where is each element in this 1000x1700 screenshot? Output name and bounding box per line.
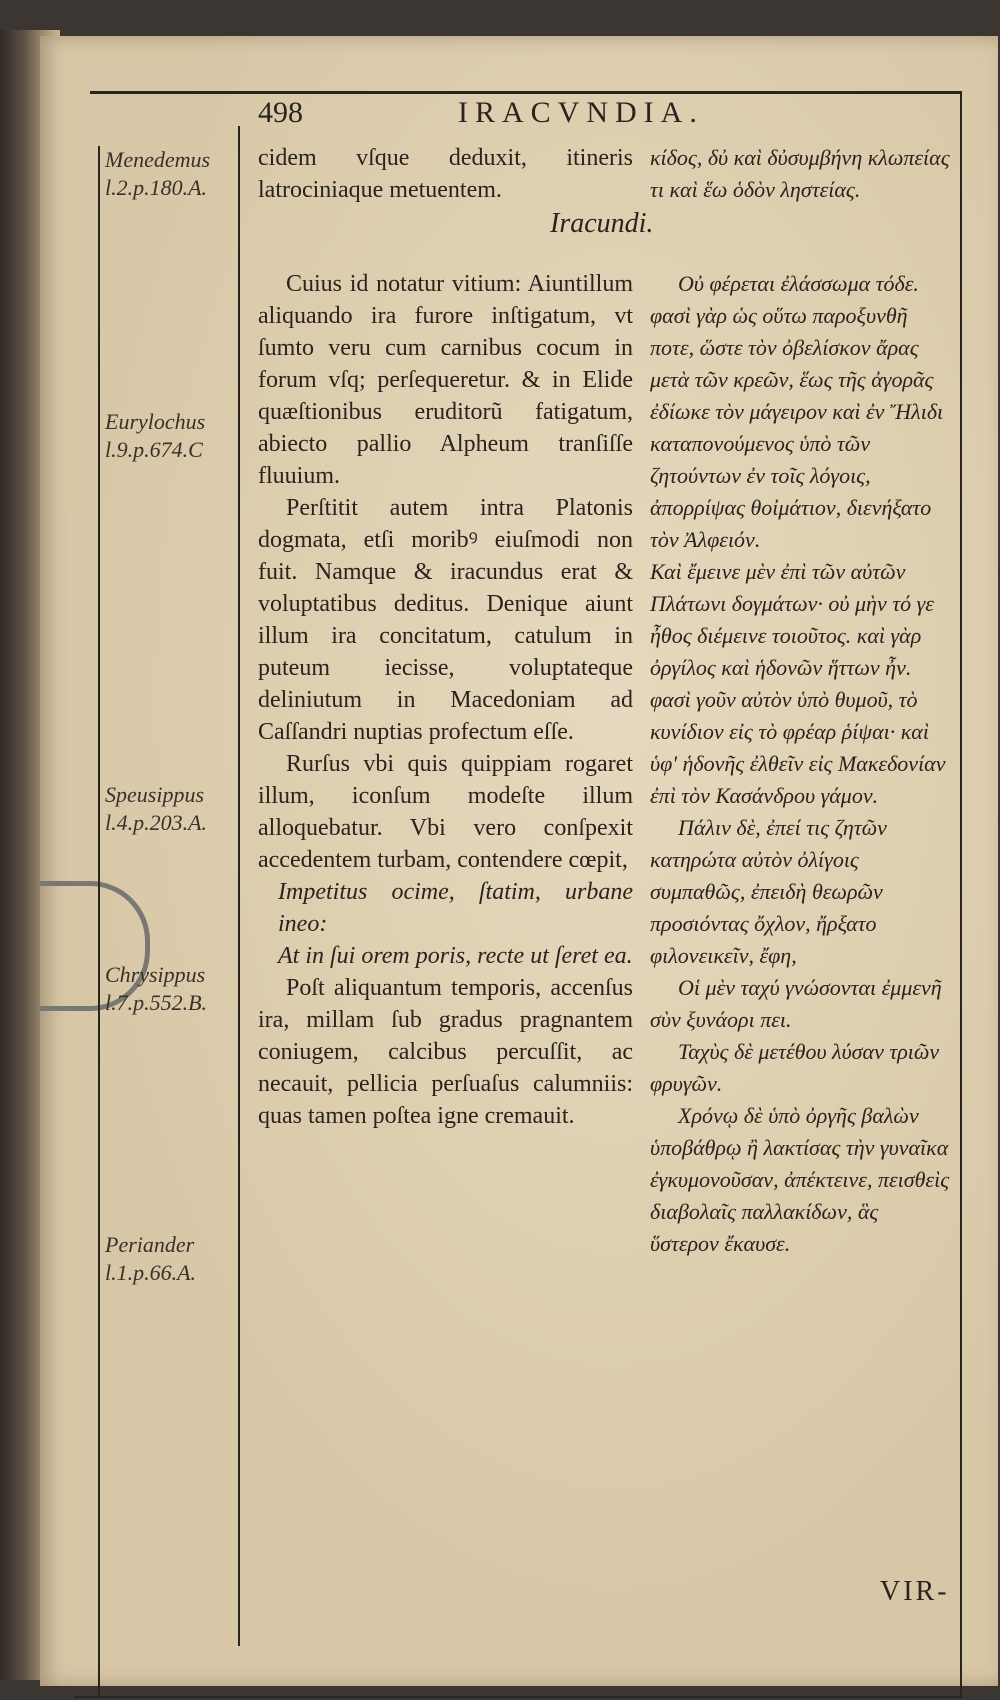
latin-paragraph: Poſt aliquantum temporis, accenſus ira, millam ſub gradus pragnantem coniugem, calcibus percuſſit, ac necauit, pellicia perſuaſus calumniis: quas tamen poſtea igne cremauit. [258, 975, 633, 1129]
top-rule [90, 91, 960, 94]
greek-paragraph: Πάλιν δὲ, ἐπεί τις ζητῶν κατηρώτα αὐτὸν ὀλίγοις συμπαθῶς, ἐπειδὴ θεωρῶν προσιόντας ὄχλον, ἤρξατο φιλονεικεῖν, ἔφη, [650, 815, 887, 968]
latin-paragraph: Cuius id notatur vitium: Aiuntillum aliquando ira furore inſtigatum, vt ſumto veru cum carnibus cocum in forum vſq; perſequeretur. & in Elide quæſtionibus eruditorũ fatigatum, abiecto pallio Alpheum tranſiſſe fluuium. [258, 271, 633, 489]
marginal-note: Speusippus l.4.p.203.A. [105, 782, 208, 835]
greek-verse: Οἱ μὲν ταχύ γνώσονται ἐμμενῆ σὺν ξυνάορι πει. [650, 975, 942, 1032]
greek-paragraph: Καὶ ἔμεινε μὲν ἐπὶ τῶν αὐτῶν Πλάτωνι δογμάτων· οὐ μὴν τό γε ἦθος διέμεινε τοιοῦτος. καὶ γὰρ ὀργίλος καὶ ἡδονῶν ἥττων ἦν. φασὶ γοῦν αὐτὸν ὑπὸ θυμοῦ, τὸ κυνίδιον εἰς τὸ φρέαρ ῥίψαι· καὶ ὑφ' ἡδονῆς ἐλθεῖν εἰς Μακεδονίαν ἐπὶ τὸν Κασάνδρου γάμον. [650, 559, 946, 808]
right-rule [960, 91, 962, 1696]
running-head [258, 96, 778, 136]
latin-column [258, 268, 633, 1132]
section-heading: Iracundi. [550, 208, 654, 239]
marginal-note: Periander l.1.p.66.A. [105, 1232, 197, 1285]
latin-paragraph: Perſtitit autem intra Platonis dogmata, etſi moribꝰ eiuſmodi non fuit. Namque & iracundus erat & voluptatibus deditus. Denique aiunt illum ira concitatum, catulum in puteum iecisse, voluptateque deliniutum in Macedoniam ad Caſſandri nuptias profectum eſſe. [258, 495, 633, 745]
latin-top-text [258, 142, 633, 206]
marginal-note: Eurylochus l.9.p.674.C [105, 409, 206, 462]
greek-column [650, 268, 950, 1260]
greek-top-text [650, 142, 950, 206]
greek-paragraph: Χρόνῳ δὲ ὑπὸ ὀργῆς βαλὼν ὑποβάθρῳ ἢ λακτίσας τὴν γυναῖκα ἐγκυμονοῦσαν, ἀπέκτεινε, πεισθεὶς διαβολαῖς παλλακίδων, ἃς ὕστερον ἔκαυσε. [650, 1103, 950, 1256]
marginal-note: Chrysippus l.7.p.552.B. [105, 962, 208, 1015]
latin-paragraph: Rurſus vbi quis quippiam rogaret illum, iconſum modeſte illum alloquebatur. Vbi vero conſpexit accedentem turbam, contendere cœpit, [258, 751, 633, 873]
margin-rule [238, 126, 240, 1646]
greek-paragraph: Οὐ φέρεται ἐλάσσωμα τόδε. φασὶ γὰρ ὡς οὕτω παροξυνθῆ ποτε, ὥστε τὸν ὀβελίσκον ἄρας μετὰ τῶν κρεῶν, ἕως τῆς ἀγορᾶς ἐδίωκε τὸν μάγειρον καὶ ἐν Ἤλιδι καταπονούμενος ὑπὸ τῶν ζητούντων ἐν τοῖς λόγοις, ἀπορρίψας θοἰμάτιον, διενήξατο τὸν Ἀλφειόν. [650, 271, 944, 552]
latin-verse: Impetitus ocime, ſtatim, urbane ineo: [278, 879, 633, 937]
page-number: 498 [258, 96, 303, 129]
greek-verse: Ταχὺς δὲ μετέθου λύσαν τριῶν φρυγῶν. [650, 1039, 940, 1096]
marginal-note: Menedemus l.2.p.180.A. [105, 147, 211, 200]
bottom-rule [75, 1696, 962, 1698]
running-title: IRACVNDIA. [458, 96, 704, 129]
book-page [40, 36, 998, 1686]
latin-verse: At in ſui orem poris, recte ut ſeret ea. [278, 943, 633, 969]
latin-paragraph: cidem vſque deduxit, itineris latrociniaque metuentem. [258, 145, 633, 203]
catchword: VIR- [880, 1576, 950, 1607]
left-rule [98, 146, 100, 1696]
greek-paragraph: κίδος, δὐ καὶ δὐσυμβήνη κλωπείας τι καὶ ἕω ὁδὸν ληστείας. [650, 145, 950, 202]
